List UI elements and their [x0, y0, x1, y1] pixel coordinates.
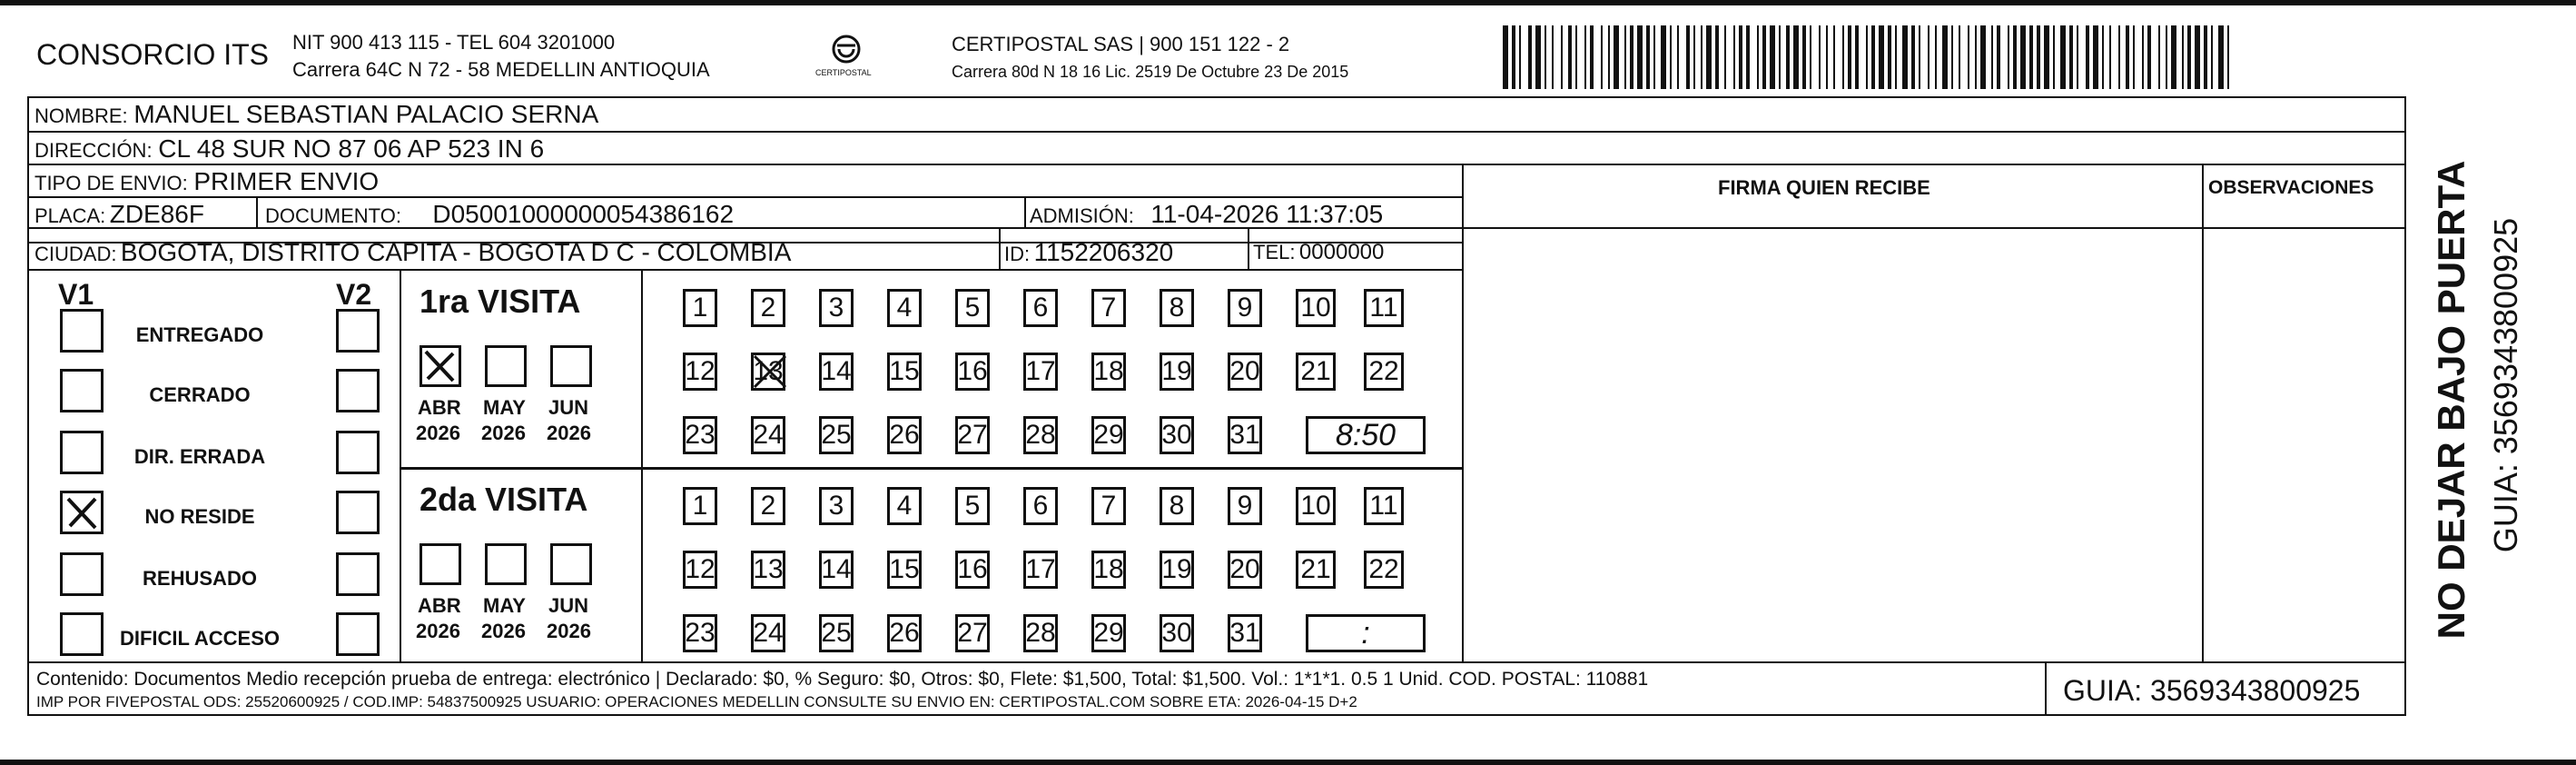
id-value: 1152206320: [1033, 238, 1174, 266]
visit-day-cell[interactable]: [955, 416, 990, 454]
visit-day-number: 6: [1032, 293, 1049, 323]
visit-day-cell[interactable]: [1023, 487, 1058, 525]
visit-day-cell[interactable]: [1091, 289, 1126, 327]
visit-day-cell[interactable]: [683, 416, 717, 454]
visit-day-cell[interactable]: [887, 416, 922, 454]
visit-day-cell[interactable]: [819, 353, 854, 391]
visit-day-number: 7: [1100, 491, 1117, 521]
visit-day-number: 18: [1093, 554, 1124, 584]
company-name: CONSORCIO ITS: [36, 38, 270, 71]
status-v2-checkbox[interactable]: [336, 309, 380, 353]
visit-day-cell[interactable]: [1228, 551, 1262, 589]
id-label: ID:: [1004, 243, 1031, 265]
visit-day-number: 3: [828, 491, 844, 521]
visit-day-number: 17: [1025, 554, 1056, 584]
status-option-label: CERRADO: [149, 383, 251, 406]
visit-day-cell[interactable]: [1160, 289, 1194, 327]
status-v2-checkbox[interactable]: [336, 369, 380, 412]
footer-line2: IMP POR FIVEPOSTAL ODS: 25520600925 / COD.IMP: 54837500925 USUARIO: OPERACIONES MEDELLIN CONSULTE SU ENVIO EN: CERTIPOSTAL.COM SOBRE ETA: 2026-04-15 D+2: [36, 693, 1357, 710]
visit-month-label: ABR: [418, 396, 461, 419]
visit-day-cell[interactable]: [1364, 551, 1404, 589]
visit-day-number: 26: [889, 420, 920, 450]
visit-day-number: 21: [1300, 356, 1331, 386]
visit-day-number: 24: [753, 618, 784, 648]
visit-day-cell[interactable]: [819, 487, 854, 525]
visit-day-cell[interactable]: [1023, 353, 1058, 391]
visit-day-number: 25: [821, 618, 852, 648]
visit-day-cell[interactable]: [1228, 416, 1262, 454]
courier-line2: Carrera 80d N 18 16 Lic. 2519 De Octubre 23 De 2015: [952, 63, 1349, 81]
visit-title: 2da VISITA: [419, 481, 588, 518]
visit-day-cell[interactable]: [1296, 487, 1336, 525]
visit-day-cell[interactable]: [819, 289, 854, 327]
visit-day-cell[interactable]: [887, 487, 922, 525]
visit-day-number: 30: [1161, 618, 1192, 648]
status-v2-checkbox[interactable]: [336, 491, 380, 534]
visit-day-cell[interactable]: [887, 614, 922, 652]
visit-day-number: 4: [896, 491, 913, 521]
visit-day-cell[interactable]: [887, 551, 922, 589]
visit-day-cell[interactable]: [1091, 353, 1126, 391]
visit-day-number: 28: [1025, 420, 1056, 450]
visit-time-cell[interactable]: 8:50: [1306, 416, 1426, 454]
tel-label: TEL:: [1253, 241, 1296, 263]
visit-month-checkbox[interactable]: [485, 543, 527, 585]
visit-day-number: 5: [964, 293, 981, 323]
visit-day-number: 27: [957, 618, 988, 648]
visit-day-number: 4: [896, 293, 913, 323]
visit-day-cell[interactable]: [955, 487, 990, 525]
admision-label: ADMISIÓN:: [1030, 204, 1134, 227]
tipo-value: PRIMER ENVIO: [193, 167, 380, 195]
visit-day-cell[interactable]: [1160, 416, 1194, 454]
visit-day-number: 10: [1300, 293, 1331, 323]
visit-day-cell[interactable]: [887, 353, 922, 391]
admision-row: [1030, 202, 1383, 227]
visit-day-number: 8: [1169, 491, 1185, 521]
visit-day-cell[interactable]: [1023, 614, 1058, 652]
no-dejar-text: NO DEJAR BAJO PUERTA: [2430, 160, 2472, 640]
barcode: [1503, 25, 2234, 89]
visit-day-number: 6: [1032, 491, 1049, 521]
direccion-row: [35, 136, 544, 162]
visit-day-cell[interactable]: [751, 551, 785, 589]
main-frame: [27, 96, 2406, 716]
visit-day-number: 9: [1237, 293, 1253, 323]
v2-label: V2: [336, 278, 372, 311]
firma-header: FIRMA QUIEN RECIBE: [1718, 176, 1930, 199]
nombre-row: [35, 102, 598, 127]
visit-day-cell[interactable]: [955, 551, 990, 589]
visit-day-number: 9: [1237, 491, 1253, 521]
direccion-value: CL 48 SUR NO 87 06 AP 523 IN 6: [158, 134, 545, 163]
visit-day-cell[interactable]: [1023, 416, 1058, 454]
visit-day-cell[interactable]: [887, 289, 922, 327]
visit-month-checkbox[interactable]: [419, 345, 461, 387]
visit-day-number: 25: [821, 420, 852, 450]
placa-label: PLACA:: [35, 204, 106, 227]
certipostal-logo: [810, 31, 883, 82]
status-option-label: DIFICIL ACCESO: [119, 627, 280, 650]
visit-day-cell[interactable]: [1228, 353, 1262, 391]
visit-day-cell[interactable]: [1228, 487, 1262, 525]
visit-day-cell[interactable]: [1160, 353, 1194, 391]
ciudad-value: BOGOTA, DISTRITO CAPITA - BOGOTA D C - COLOMBIA: [120, 238, 792, 266]
visit-day-cell[interactable]: [955, 614, 990, 652]
visit-day-cell[interactable]: [1364, 487, 1404, 525]
visit-month-label: MAY: [483, 594, 526, 617]
bottom-border: [0, 760, 2576, 765]
status-option-label: DIR. ERRADA: [133, 445, 266, 468]
visit-day-cell[interactable]: [1364, 353, 1404, 391]
courier-line1: CERTIPOSTAL SAS | 900 151 122 - 2: [952, 33, 1290, 55]
nit-line: NIT 900 413 115 - TEL 604 3201000: [292, 31, 616, 54]
visit-day-number: 7: [1100, 293, 1117, 323]
visit-month-label: MAY: [483, 396, 526, 419]
visit-day-number: 28: [1025, 618, 1056, 648]
visit-day-number: 21: [1300, 554, 1331, 584]
v1-label: V1: [58, 278, 94, 311]
visit-month-checkbox[interactable]: [550, 345, 592, 387]
documento-label: DOCUMENTO:: [265, 204, 401, 227]
visit-day-number: 31: [1229, 420, 1260, 450]
visit-month-checkbox[interactable]: [419, 543, 461, 585]
status-option-label: REHUSADO: [143, 567, 257, 590]
visit-day-cell[interactable]: [751, 416, 785, 454]
visit-day-number: 18: [1093, 356, 1124, 386]
tipo-label: TIPO DE ENVIO:: [35, 172, 188, 194]
visit-year-label: 2026: [416, 620, 460, 642]
visit-day-number: 14: [821, 356, 852, 386]
visit-day-number: 13: [753, 356, 784, 386]
visit-day-number: 16: [957, 356, 988, 386]
visit-day-number: 11: [1369, 491, 1398, 521]
visit-day-number: 23: [685, 618, 716, 648]
visit-day-number: 31: [1229, 618, 1260, 648]
visit-day-cell[interactable]: [1296, 551, 1336, 589]
visit-day-number: 22: [1368, 554, 1399, 584]
visit-day-number: 12: [685, 554, 716, 584]
visit-day-number: 30: [1161, 420, 1192, 450]
status-v2-checkbox[interactable]: [336, 431, 380, 474]
visit-day-number: 24: [753, 420, 784, 450]
visit-day-number: 11: [1369, 293, 1398, 323]
visit-day-number: 26: [889, 618, 920, 648]
visit-day-cell[interactable]: [819, 614, 854, 652]
visit-day-cell[interactable]: [819, 551, 854, 589]
visit-month-checkbox[interactable]: [485, 345, 527, 387]
visit-day-number: 3: [828, 293, 844, 323]
visit-month-label: JUN: [548, 594, 589, 617]
direccion-label: DIRECCIÓN:: [35, 139, 153, 162]
footer-guia: GUIA: 3569343800925: [2063, 674, 2361, 707]
observaciones-header: OBSERVACIONES: [2208, 177, 2374, 198]
documento-value: D05001000000054386162: [432, 200, 735, 228]
visit-day-number: 27: [957, 420, 988, 450]
visit-day-cell[interactable]: [683, 289, 717, 327]
visit-day-cell[interactable]: [955, 353, 990, 391]
visit-year-label: 2026: [481, 422, 526, 444]
ciudad-label: CIUDAD:: [35, 243, 117, 265]
visit-day-number: 19: [1161, 356, 1192, 386]
visit-month-checkbox[interactable]: [550, 543, 592, 585]
visit-day-number: 1: [692, 293, 708, 323]
visit-month-label: ABR: [418, 594, 461, 617]
visit-day-cell[interactable]: [751, 614, 785, 652]
visit-day-number: 19: [1161, 554, 1192, 584]
visit-day-cell[interactable]: [1228, 614, 1262, 652]
visit-day-cell[interactable]: [955, 289, 990, 327]
id-row: [1004, 240, 1173, 265]
address-line: Carrera 64C N 72 - 58 MEDELLIN ANTIOQUIA: [292, 58, 710, 81]
visit-day-number: 12: [685, 356, 716, 386]
ciudad-row: [35, 240, 791, 265]
visit-day-number: 5: [964, 491, 981, 521]
status-option-label: ENTREGADO: [135, 323, 264, 346]
visit-day-number: 17: [1025, 356, 1056, 386]
visit-day-number: 2: [760, 293, 776, 323]
visit-day-cell[interactable]: [683, 551, 717, 589]
visit-day-cell[interactable]: [1091, 416, 1126, 454]
visit-month-label: JUN: [548, 396, 589, 419]
admision-value: 11-04-2026 11:37:05: [1150, 200, 1384, 228]
nombre-value: MANUEL SEBASTIAN PALACIO SERNA: [133, 100, 599, 128]
visit-day-number: 8: [1169, 293, 1185, 323]
visit-day-cell[interactable]: [683, 487, 717, 525]
visit-day-cell[interactable]: [1091, 614, 1126, 652]
visit-time-cell[interactable]: :: [1306, 614, 1426, 652]
visit-title: 1ra VISITA: [419, 283, 581, 320]
visit-day-number: 15: [889, 554, 920, 584]
nombre-label: NOMBRE:: [35, 104, 128, 127]
visit-day-number: 20: [1229, 356, 1260, 386]
visit-day-cell[interactable]: [1228, 289, 1262, 327]
visit-day-number: 14: [821, 554, 852, 584]
visit-day-number: 2: [760, 491, 776, 521]
visit-day-cell[interactable]: [1023, 289, 1058, 327]
visit-day-cell[interactable]: [751, 487, 785, 525]
footer-line1: Contenido: Documentos Medio recepción prueba de entrega: electrónico | Declarado: $0, % Seguro: $0, Otros: $0, Flete: $1,500, Total: $1,500. Vol.: 1*1*1. 0.5 1 Unid. COD. POSTAL: 110881: [36, 669, 1649, 690]
visit-day-cell[interactable]: [1160, 487, 1194, 525]
visit-day-cell[interactable]: [751, 353, 785, 391]
documento-row: [265, 202, 734, 227]
side-guia-text: GUIA: 3569343800925: [2487, 217, 2524, 553]
tel-row: [1253, 242, 1384, 263]
visit-day-cell[interactable]: [1160, 551, 1194, 589]
tipo-row: [35, 169, 379, 194]
visit-day-number: 16: [957, 554, 988, 584]
visit-day-number: 22: [1368, 356, 1399, 386]
visit-day-number: 10: [1300, 491, 1331, 521]
visit-day-number: 29: [1093, 420, 1124, 450]
status-v2-checkbox[interactable]: [336, 552, 380, 596]
visit-day-number: 1: [692, 491, 708, 521]
visit-day-cell[interactable]: [1160, 614, 1194, 652]
visit-day-cell[interactable]: [1296, 353, 1336, 391]
visit-day-number: 13: [753, 554, 784, 584]
visit-year-label: 2026: [481, 620, 526, 642]
visit-day-cell[interactable]: [1364, 289, 1404, 327]
placa-value: ZDE86F: [109, 200, 204, 228]
visit-day-number: 20: [1229, 554, 1260, 584]
placa-row: [35, 202, 204, 227]
visit-year-label: 2026: [547, 620, 591, 642]
visit-day-cell[interactable]: [683, 614, 717, 652]
visit-day-cell[interactable]: [1296, 289, 1336, 327]
visit-day-cell[interactable]: [1091, 551, 1126, 589]
visit-day-cell[interactable]: [683, 353, 717, 391]
visit-day-number: 15: [889, 356, 920, 386]
visit-day-cell[interactable]: [819, 416, 854, 454]
logo-text: CERTIPOSTAL: [815, 68, 872, 77]
visit-day-cell[interactable]: [751, 289, 785, 327]
visit-year-label: 2026: [416, 422, 460, 444]
status-option-label: NO RESIDE: [144, 505, 255, 528]
top-border: [0, 0, 2576, 5]
tel-value: 0000000: [1298, 240, 1385, 264]
visit-year-label: 2026: [547, 422, 591, 444]
visit-day-cell[interactable]: [1023, 551, 1058, 589]
visit-day-number: 23: [685, 420, 716, 450]
visit-day-number: 29: [1093, 618, 1124, 648]
visit-day-cell[interactable]: [1091, 487, 1126, 525]
status-v2-checkbox[interactable]: [336, 612, 380, 656]
